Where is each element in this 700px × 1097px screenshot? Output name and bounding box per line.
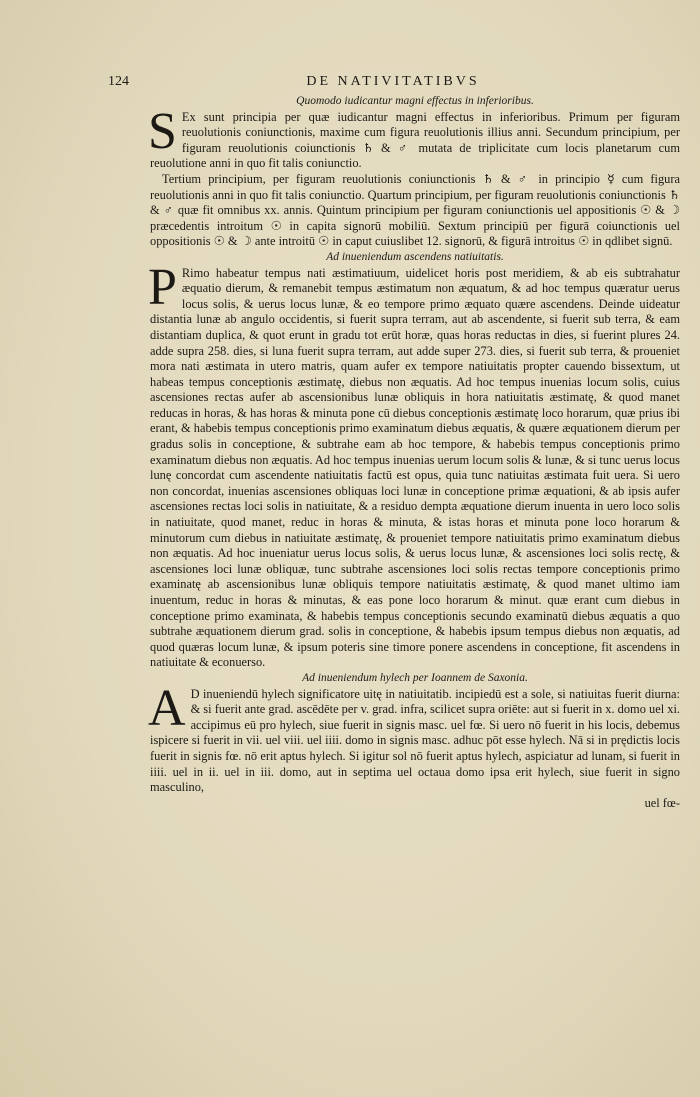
text-block	[150, 94, 680, 811]
drop-cap: A	[148, 679, 186, 737]
paragraph-text: D inueniendū hylech significatore uitę in natiuitatib. incipiedū est a sole, si natiuitas fuerit diurna: & si fuerit ante grad. ascēdēte per v. grad. infra, scilicet supra oriēte: aut si fuerit in x. domo uel xi. accipimus eū pro hylech, siue fuerit in signis masc. uel fœ. Si uero nō fuerit in his locis, debemus ispicere si fuerit in vii. uel viii. uel iiii. domo in signis masc. adhuc pōt esse hylech. Nā si in prędictis locis fuerit in signis fœ. nō erit aptus hylech. Si igitur sol nō fuerit aptus hylech, aspiciatur ad lunam, si fuerit in iiii. uel in ii. uel in iii. domo, aut in septima uel octaua domo ipsa erit hylech, siue fuerit in signo masculino,	[150, 686, 680, 795]
drop-cap: P	[148, 258, 177, 316]
paragraph	[148, 102, 680, 172]
page-header	[108, 74, 678, 94]
catchword: uel fœ-	[644, 795, 680, 810]
paragraph-text: Rimo habeatur tempus nati æstimatiuum, uidelicet horis post meridiem, & ab eis subtrahatur æquatio dierum, & remanebit tempus æstimatum non æquatum, & ad hoc tempus quæratur uerus locus solis, & uerus locus lunæ, & eo tempore primo æquato quære ascendens. Deinde uideatur distantia lunæ ab angulo occidentis, si fuerit supra terram, aut ab ascendente, si fuerit sub terra, & eam distantiam duplica, & quot erunt in gradu tot erūt horæ, quas horas reductas in dies, si fuerint plures 24. adde supra 258. dies, si luna fuerit supra terram, aut adde super 273. dies, si fuerit sub terra, & proueniet mora nati æstimata in utero matris, quam aufer ex tempore natiuitatis propter cauendo bissextum, ut habeas tempus conceptionis æstimatę, diebus non æquatis. Ad hoc tempus inuenias locum solis, cuius ascensiones rectas aufer ab ascensionibus lunæ obliquis in hora natiuitatis æstimatę, & quod manet reducas in horas, & has horas & minuta pone cū diebus conceptionis æstimatę loco horarum, quæ prius ibi erant, & habebis tempus conceptionis primo examinatum diebus æquatis, & quære æquationem dierum per gradus solis in conceptione, & subtrahe eam ab hoc tempore, & habebis tempus conceptionis primo examinatum diebus non æquatis. Ad hoc tempus inuenias uerum locum solis & lunæ, & si tunc uerus locus lunę concordat cum ascendente natiuitatis factū est opus, quia tunc natiuitas æstimata fuit uera. Si uero non concordat, inuenias ascensiones obliquas loci lunæ in conceptione primæ æquationi, & ab ipsis aufer ascensiones rectas loci solis in natiuitate, & a residuo dempta æquatione dierum inuenta in uero loco solis in natiuitate, quod manet, reduc in horas & minuta, & istas horas et minuta pone loco horarum & minutorum cum diebus in natiuitate æstimatę, & proueniet tempore natiuitatis primo examinatum diebus non æquatis. Ad hoc inueniatur uerus locus solis, & uerus locus lunæ, & ascensiones loci solis rectę, & ascensiones loci lunæ obliquæ, tunc subtrahe ascensiones loci solis rectas tempore conceptionis primo examinatę ab ascensionibus lunæ obliquis tempore natiuitatis æstimatę, & quod manet ultimo iam inuentum, reduc in horas & minutas, & eas pone loco horarum & minut. quæ erant cum diebus in conceptione primo examinata, & habebis tempus conceptionis secundo examinatū diebus æquatis a quo subtrahe æquationem dierum grad. solis in conceptione, & habebis ipsum tempus diebus non æquatis, ad quod quæras locum lunæ, & ipsum poteris sine timore ponere ascendens in conceptione, fit ascendens in natiuitate & econuerso.	[150, 265, 680, 670]
paragraph	[150, 172, 680, 250]
paragraph-text: Ex sunt principia per quæ iudicantur magni effectus in inferioribus. Primum per figuram reuolutionis coniunctionis, maxime cum figura reuolutionis illius anni. Secundum principium, per figuram reuolutionis coiunctionis ♄ & ♂ mutata de triplicitate cum locis planetarum cum reuolutione anni in quo fit talis coniunctio.	[150, 109, 680, 171]
paragraph	[148, 258, 680, 671]
section-heading: Ad inueniendum hylech per Ioannem de Saxonia.	[302, 671, 528, 684]
page-number: 124	[108, 74, 129, 89]
running-head: DE NATIVITATIBVS	[306, 74, 480, 89]
section-heading: Quomodo iudicantur magni effectus in inferioribus.	[296, 95, 534, 107]
paragraph	[148, 679, 680, 796]
section-heading: Ad inueniendum ascendens natiuitatis.	[326, 250, 504, 263]
paragraph-text: Tertium principium, per figuram reuolutionis coniunctionis ♄ & ♂ in principio ☿ cum figura reuolutionis anni in quo fit talis coniunctio. Quartum principium, per figuram reuolutionis coniunctionis ♄ & ♂ quæ fit omnibus xx. annis. Quintum principium per figuram coniunctionis uel appositionis ☉ & ☽ præcedentis introitum ☉ in capita signorū mobiliū. Sextum principiū per figurā coiunctionis uel oppositionis ☉ & ☽ ante introitū ☉ in caput cuiuslibet 12. signorū, & figurā introitus ☉ in qdlibet signū.	[150, 171, 680, 249]
drop-cap: S	[148, 102, 177, 160]
